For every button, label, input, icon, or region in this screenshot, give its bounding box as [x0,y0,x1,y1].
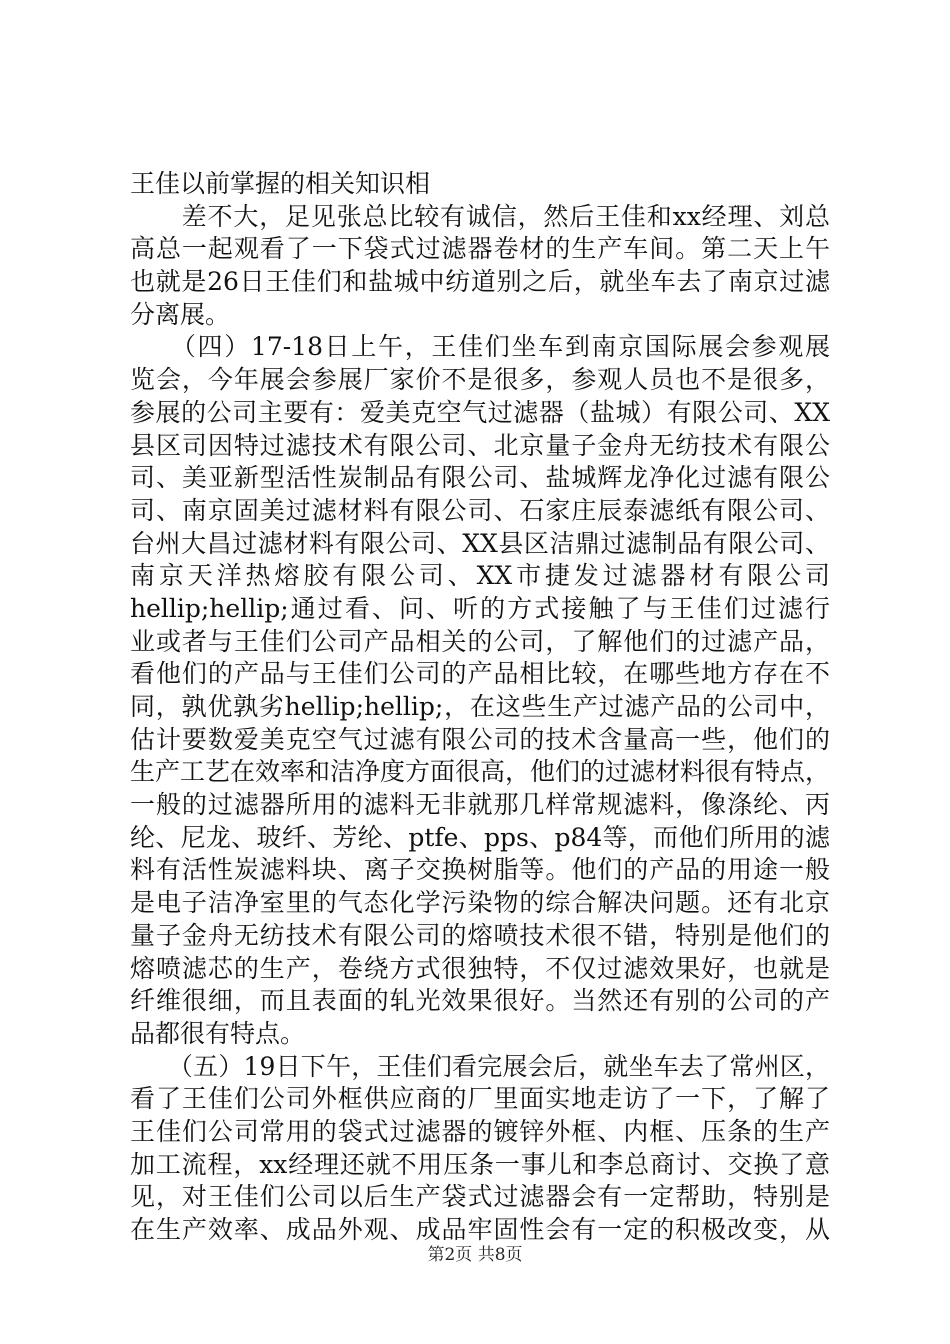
text-line: 熔喷滤芯的生产，卷绕方式很独特，不仅过滤效果好，也就是 [130,953,830,983]
text-line: 一般的过滤器所用的滤料无非就那几样常规滤料，像涤纶、丙 [130,790,830,820]
text-line: 加工流程，xx经理还就不用压条一事儿和李总商讨、交换了意 [130,1149,830,1179]
text-line: 县区司因特过滤技术有限公司、北京量子金舟无纺技术有限公 [130,430,830,460]
text-line: 王佳以前掌握的相关知识相 [130,169,431,198]
text-line: 王佳们公司常用的袋式过滤器的镀锌外框、内框、压条的生产 [130,1116,830,1146]
text-line: 司、南京固美过滤材料有限公司、石家庄辰泰滤纸有限公司、 [130,495,830,525]
text-line: 南京天洋热熔胶有限公司、XX市捷发过滤器材有限公司 [130,561,830,591]
text-line: 览会，今年展会参展厂家价不是很多，参观人员也不是很多， [130,365,830,395]
text-line: 是电子洁净室里的气态化学污染物的综合解决问题。还有北京 [130,888,830,918]
text-line: 品都很有特点。 [130,1018,306,1048]
text-line: 业或者与王佳们公司产品相关的公司，了解他们的过滤产品， [130,626,830,656]
page-footer: 第2页 共8页 [427,1245,523,1265]
text-line: 看他们的产品与王佳们公司的产品相比较，在哪些地方存在不 [130,659,830,689]
text-line: 见，对王佳们公司以后生产袋式过滤器会有一定帮助，特别是 [130,1182,830,1212]
text-line: 分离展。 [130,299,231,329]
text-line: 参展的公司主要有：爱美克空气过滤器（盐城）有限公司、XX [130,397,830,427]
body-text [130,168,830,1247]
text-line: hellip;hellip;通过看、问、听的方式接触了与王佳们过滤行 [130,593,830,623]
text-line: 高总一起观看了一下袋式过滤器卷材的生产车间。第二天上午 [130,234,830,264]
text-line: 差不大，足见张总比较有诚信，然后王佳和xx经理、刘总 [130,201,830,231]
text-line: 生产工艺在效率和洁净度方面很高，他们的过滤材料很有特点， [130,757,830,787]
text-line: 台州大昌过滤材料有限公司、XX县区洁鼎过滤制品有限公司、 [130,528,830,558]
text-line: 在生产效率、成品外观、成品牢固性会有一定的积极改变，从 [130,1215,830,1244]
text-line: 看了王佳们公司外框供应商的厂里面实地走访了一下，了解了 [130,1084,830,1114]
text-line: 纶、尼龙、玻纤、芳纶、ptfe、pps、p84等，而他们所用的滤 [130,822,830,852]
text-line: 司、美亚新型活性炭制品有限公司、盐城辉龙净化过滤有限公 [130,463,830,493]
text-line: 料有活性炭滤料块、离子交换树脂等。他们的产品的用途一般 [130,855,830,885]
text-line: 量子金舟无纺技术有限公司的熔喷技术很不错，特别是他们的 [130,920,830,950]
text-line: （五）19日下午，王佳们看完展会后，就坐车去了常州区， [130,1051,830,1081]
text-line: 同，孰优孰劣hellip;hellip;，在这些生产过滤产品的公司中， [130,692,830,721]
text-line: 也就是26日王佳们和盐城中纺道别之后，就坐车去了南京过滤 [130,267,830,297]
text-line: 估计要数爱美克空气过滤有限公司的技术含量高一些，他们的 [130,724,830,754]
text-line: （四）17-18日上午，王佳们坐车到南京国际展会参观展 [130,332,830,362]
text-line: 纤维很细，而且表面的轧光效果很好。当然还有别的公司的产 [130,986,830,1016]
